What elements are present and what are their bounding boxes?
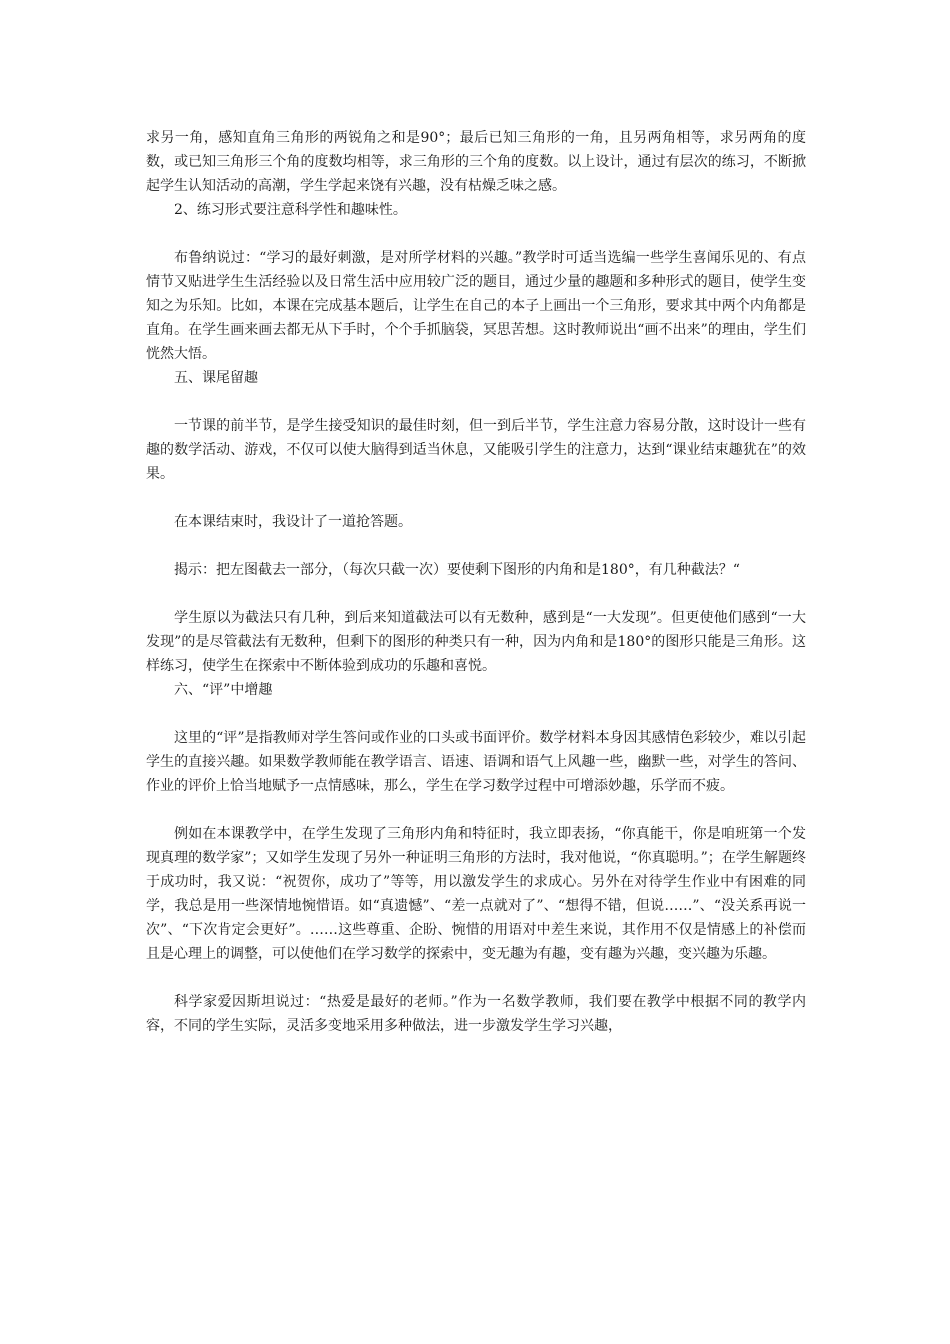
paragraph-bruner-quote: 布鲁纳说过：“学习的最好刺激，是对所学材料的兴趣。”教学时可适当选编一些学生喜闻乐见的、有点情节又贴进学生生活经验以及日常生活中应用较广泛的题目，通过少量的趣题和多种形式的题目，使学生变知之为乐知。比如，本课在完成基本题后，让学生在自己的本子上画出一个三角形，要求其中两个内角都是直角。在学生画来画去都无从下手时，个个手抓脑袋，冥思苦想。这时教师说出“画不出来”的理由，学生们恍然大悟。 (146, 250, 806, 362)
section-heading-six: 六、“评”中增趣 (174, 682, 273, 698)
paragraph-reveal: 揭示：把左图截去一部分，（每次只截一次）要使剩下图形的内角和是180°，有几种截法？“ (174, 562, 740, 578)
paragraph-continuation: 求另一角，感知直角三角形的两锐角之和是90°；最后已知三角形的一角，且另两角相等，求另两角的度数，或已知三角形三个角的度数均相等，求三角形的三个角的度数。以上设计，通过有层次的练习，不断掀起学生认知活动的高潮，学生学起来饶有兴趣，没有枯燥乏味之感。 (146, 130, 806, 194)
paragraph-evaluation: 这里的“评”是指教师对学生答问或作业的口头或书面评价。数学材料本身因其感情色彩较少，难以引起学生的直接兴趣。如果数学教师能在教学语言、语速、语调和语气上风趣一些，幽默一些，对学生的答问、作业的评价上恰当地赋予一点情感味，那么，学生在学习数学过程中可增添妙趣，乐学而不疲。 (146, 730, 806, 794)
paragraph-praise-examples: 例如在本课教学中，在学生发现了三角形内角和特征时，我立即表扬，“你真能干，你是咱班第一个发现真理的数学家”；又如学生发现了另外一种证明三角形的方法时，我对他说，“你真聪明。”；在学生解题终于成功时，我又说：“祝贺你，成功了”等等，用以激发学生的求成心。另外在对待学生作业中有困难的同学，我总是用一些深情地惋惜语。如“真遗憾”、“差一点就对了”、“想得不错，但说……”、“没关系再说一次”、“下次肯定会更好”。……这些尊重、企盼、惋惜的用语对中差生来说，其作用不仅是情感上的补偿而且是心理上的调整，可以使他们在学习数学的探索中，变无趣为有趣，变有趣为兴趣，变兴趣为乐趣。 (146, 826, 806, 962)
paragraph-einstein-quote: 科学家爱因斯坦说过：“热爱是最好的老师。”作为一名数学教师，我们要在教学中根据不同的教学内容，不同的学生实际，灵活多变地采用多种做法，进一步激发学生学习兴趣， (146, 994, 806, 1034)
section-heading-five: 五、课尾留趣 (174, 370, 258, 386)
paragraph-second-half: 一节课的前半节，是学生接受知识的最佳时刻，但一到后半节，学生注意力容易分散，这时设计一些有趣的数学活动、游戏，不仅可以使大脑得到适当休息，又能吸引学生的注意力，达到“课业结束趣犹在”的效果。 (146, 418, 806, 482)
document-body (146, 126, 806, 1038)
subheading-practice-form: 2、练习形式要注意科学性和趣味性。 (174, 202, 407, 218)
paragraph-discovery: 学生原以为截法只有几种，到后来知道截法可以有无数种，感到是“一大发现”。但更使他们感到“一大发现”的是尽管截法有无数种，但剩下的图形的种类只有一种，因为内角和是180°的图形只能是三角形。这样练习，使学生在探索中不断体验到成功的乐趣和喜悦。 (146, 610, 806, 674)
paragraph-quiz-intro: 在本课结束时，我设计了一道抢答题。 (174, 514, 412, 530)
